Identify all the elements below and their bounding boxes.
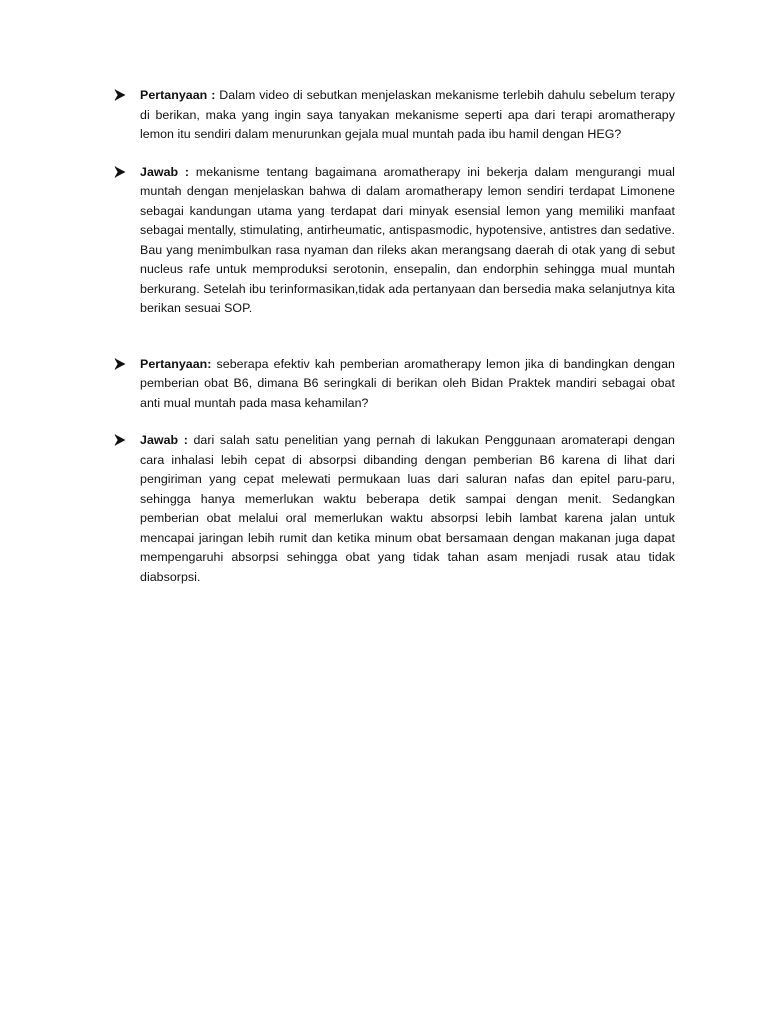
list-item-question-1: [113, 86, 675, 145]
question-text: Dalam video di sebutkan menjelaskan mekanisme terlebih dahulu sebelum terapy di berikan, maka yang ingin saya tanyakan mekanisme seperti apa dari terapi aromatherapy lemon itu sendiri dalam menurunkan gejala mual muntah pada ibu hamil dengan HEG?: [140, 88, 675, 141]
answer-label: Jawab :: [140, 433, 188, 447]
answer-paragraph: [140, 163, 675, 319]
arrowhead-bullet-icon: [113, 88, 127, 102]
answer-paragraph: [140, 431, 675, 587]
arrowhead-bullet-icon: [113, 357, 127, 371]
question-paragraph: [140, 86, 675, 145]
list-item-answer-1: [113, 163, 675, 319]
question-label: Pertanyaan:: [140, 356, 212, 371]
list-item-answer-2: [113, 431, 675, 587]
question-paragraph: [140, 355, 675, 414]
answer-text: dari salah satu penelitian yang pernah di lakukan Penggunaan aromaterapi dengan cara inhalasi lebih cepat di absorpsi dibanding dengan pemberian B6 karena di lihat dari pengiriman yang cepat melewati permukaan luas dari saluran nafas dan epitel paru-paru, sehingga hanya memerlukan waktu beberapa detik sampai dengan menit. Sedangkan pemberian obat melalui oral memerlukan waktu absorpsi lebih lambat karena jalan untuk mencapai jaringan lebih rumit dan ketika minum obat bersamaan dengan makanan juga dapat mempengaruhi absorpsi sehingga obat yang tidak tahan asam menjadi rusak atau tidak diabsorpsi.: [140, 433, 675, 584]
arrowhead-bullet-icon: [113, 165, 127, 179]
arrowhead-bullet-icon: [113, 433, 127, 447]
question-text: seberapa efektiv kah pemberian aromatherapy lemon jika di bandingkan dengan pemberian obat B6, dimana B6 seringkali di berikan oleh Bidan Praktek mandiri sebagai obat anti mual muntah pada masa kehamilan?: [140, 356, 675, 410]
list-item-question-2: [113, 355, 675, 414]
answer-label: Jawab :: [140, 164, 190, 179]
answer-text: mekanisme tentang bagaimana aromatherapy ini bekerja dalam mengurangi mual muntah dengan menjelaskan bahwa di dalam aromatherapy lemon sendiri terdapat Limonene sebagai kandungan utama yang terdapat dari minyak esensial lemon yang memiliki manfaat sebagai mentally, stimulating, antirheumatic, antispasmodic, hypotensive, antistres dan sedative. Bau yang menimbulkan rasa nyaman dan rileks akan merangsang daerah di otak yang di sebut nucleus rafe untuk memproduksi serotonin, ensepalin, dan endorphin sehingga mual muntah berkurang. Setelah ibu terinformasikan,tidak ada pertanyaan dan bersedia maka selanjutnya kita berikan sesuai SOP.: [140, 164, 675, 315]
question-label: Pertanyaan :: [140, 88, 216, 102]
qa-list: [113, 86, 675, 605]
